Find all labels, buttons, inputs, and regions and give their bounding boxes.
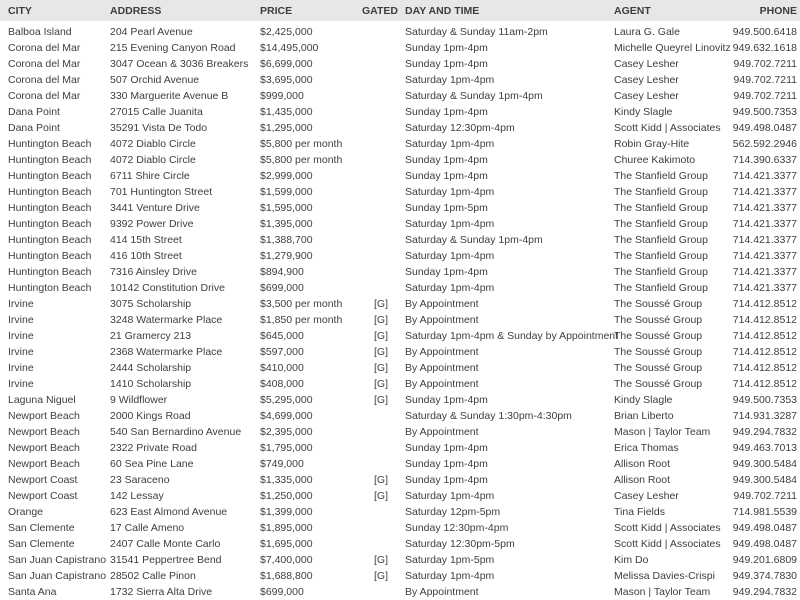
cell-city: Huntington Beach (8, 250, 92, 262)
cell-day: Saturday 12:30pm-5pm (405, 538, 515, 550)
col-header-gated: GATED (362, 0, 398, 21)
cell-city: Irvine (8, 314, 34, 326)
cell-phone: 714.421.3377 (732, 170, 797, 182)
col-header-address: ADDRESS (110, 0, 260, 21)
cell-agent: Scott Kidd | Associates (614, 122, 721, 134)
cell-city: Irvine (8, 330, 34, 342)
table-row (0, 120, 800, 136)
cell-day: Saturday 1pm-4pm (405, 490, 495, 502)
cell-phone: 949.702.7211 (733, 74, 797, 86)
cell-address: 1410 Scholarship (110, 378, 192, 390)
cell-phone: 949.702.7211 (733, 90, 797, 102)
cell-gated: [G] (373, 298, 388, 310)
cell-price: $7,400,000 (260, 554, 313, 566)
cell-agent: The Soussé Group (614, 362, 703, 374)
cell-address: 21 Gramercy 213 (110, 330, 192, 342)
cell-phone: 949.500.7353 (732, 394, 797, 406)
cell-price: $894,900 (260, 266, 304, 278)
table-row (0, 376, 800, 392)
cell-address: 27015 Calle Juanita (110, 106, 203, 118)
cell-address: 540 San Bernardino Avenue (110, 426, 242, 438)
cell-address: 2407 Calle Monte Carlo (110, 538, 221, 550)
cell-day: By Appointment (405, 298, 479, 310)
cell-day: Saturday 12:30pm-4pm (405, 122, 515, 134)
cell-day: Saturday 1pm-4pm (405, 186, 495, 198)
cell-phone: 949.300.5484 (732, 458, 797, 470)
cell-gated (362, 40, 398, 56)
cell-phone: 949.498.0487 (732, 538, 797, 550)
cell-day: Sunday 1pm-4pm (405, 394, 488, 406)
cell-city: Huntington Beach (8, 202, 92, 214)
cell-price: $1,295,000 (260, 122, 313, 134)
cell-gated: [G] (373, 474, 388, 486)
cell-phone: 949.374.7830 (732, 570, 797, 582)
cell-day: Sunday 1pm-4pm (405, 106, 488, 118)
cell-gated (362, 440, 398, 456)
cell-city: Irvine (8, 346, 34, 358)
cell-city: Balboa Island (8, 26, 72, 38)
cell-phone: 949.632.1618 (732, 42, 797, 54)
cell-phone: 714.412.8512 (732, 330, 797, 342)
cell-gated: [G] (373, 394, 388, 406)
table-row (0, 264, 800, 280)
cell-gated (362, 120, 398, 136)
cell-day: Sunday 1pm-4pm (405, 42, 488, 54)
cell-gated (362, 200, 398, 216)
table-row (0, 216, 800, 232)
table-row (0, 328, 800, 344)
cell-address: 3075 Scholarship (110, 298, 192, 310)
cell-city: Huntington Beach (8, 234, 92, 246)
cell-phone: 949.294.7832 (732, 586, 797, 598)
cell-address: 215 Evening Canyon Road (110, 42, 236, 54)
cell-address: 142 Lessay (110, 490, 164, 502)
cell-address: 9392 Power Drive (110, 218, 194, 230)
col-header-agent: AGENT (610, 0, 730, 21)
cell-day: By Appointment (405, 426, 479, 438)
cell-day: Saturday & Sunday 1pm-4pm (405, 234, 543, 246)
cell-phone: 949.294.7832 (732, 426, 797, 438)
table-row (0, 136, 800, 152)
cell-address: 2368 Watermarke Place (110, 346, 223, 358)
cell-city: San Clemente (8, 522, 75, 534)
cell-price: $14,495,000 (260, 42, 319, 54)
cell-gated (362, 216, 398, 232)
cell-gated: [G] (373, 570, 388, 582)
cell-day: Saturday 1pm-4pm (405, 570, 495, 582)
cell-price: $5,295,000 (260, 394, 313, 406)
cell-day: Saturday & Sunday 1:30pm-4:30pm (405, 410, 572, 422)
cell-agent: Scott Kidd | Associates (614, 538, 721, 550)
table-row (0, 536, 800, 552)
cell-day: By Appointment (405, 314, 479, 326)
cell-city: Huntington Beach (8, 266, 92, 278)
table-row (0, 296, 800, 312)
cell-phone: 949.498.0487 (732, 122, 797, 134)
cell-gated (362, 408, 398, 424)
cell-day: Saturday 1pm-4pm (405, 250, 495, 262)
cell-price: $699,000 (260, 282, 304, 294)
cell-price: $2,395,000 (260, 426, 313, 438)
table-row (0, 248, 800, 264)
table-row (0, 40, 800, 56)
cell-price: $999,000 (260, 90, 304, 102)
cell-agent: Casey Lesher (614, 58, 679, 70)
cell-city: Irvine (8, 378, 34, 390)
cell-day: Sunday 1pm-4pm (405, 266, 488, 278)
cell-gated (362, 21, 398, 40)
cell-agent: The Stanfield Group (614, 282, 708, 294)
cell-gated: [G] (373, 314, 388, 326)
cell-price: $2,999,000 (260, 170, 313, 182)
cell-price: $1,279,900 (260, 250, 313, 262)
cell-price: $1,595,000 (260, 202, 313, 214)
cell-day: Saturday 12pm-5pm (405, 506, 501, 518)
table-row (0, 104, 800, 120)
cell-gated (362, 56, 398, 72)
cell-agent: Kindy Slagle (614, 106, 673, 118)
table-row (0, 552, 800, 568)
cell-agent: The Soussé Group (614, 346, 703, 358)
cell-agent: Casey Lesher (614, 74, 679, 86)
cell-phone: 949.702.7211 (733, 490, 797, 502)
cell-city: Newport Beach (8, 426, 80, 438)
cell-price: $597,000 (260, 346, 304, 358)
cell-price: $1,399,000 (260, 506, 313, 518)
cell-price: $1,388,700 (260, 234, 313, 246)
cell-address: 330 Marguerite Avenue B (110, 90, 229, 102)
cell-address: 2322 Private Road (110, 442, 197, 454)
cell-city: Huntington Beach (8, 282, 92, 294)
cell-agent: Kindy Slagle (614, 394, 673, 406)
cell-day: Saturday 1pm-4pm (405, 138, 495, 150)
cell-city: Huntington Beach (8, 170, 92, 182)
cell-gated (362, 72, 398, 88)
cell-day: By Appointment (405, 346, 479, 358)
cell-agent: Mason | Taylor Team (614, 426, 711, 438)
cell-city: San Juan Capistrano (8, 570, 107, 582)
cell-address: 507 Orchid Avenue (110, 74, 200, 86)
cell-price: $1,895,000 (260, 522, 313, 534)
cell-day: Sunday 1pm-4pm (405, 442, 488, 454)
cell-phone: 714.421.3377 (732, 202, 797, 214)
cell-phone: 714.421.3377 (732, 218, 797, 230)
cell-price: $408,000 (260, 378, 304, 390)
cell-price: $1,599,000 (260, 186, 313, 198)
cell-gated (362, 152, 398, 168)
cell-city: Corona del Mar (8, 58, 81, 70)
cell-address: 17 Calle Ameno (110, 522, 185, 534)
cell-price: $410,000 (260, 362, 304, 374)
col-header-day: DAY AND TIME (398, 0, 610, 21)
cell-phone: 714.421.3377 (732, 186, 797, 198)
table-row (0, 168, 800, 184)
table-row (0, 504, 800, 520)
cell-address: 23 Saraceno (110, 474, 170, 486)
cell-address: 9 Wildflower (110, 394, 168, 406)
table-row (0, 21, 800, 40)
cell-agent: The Soussé Group (614, 298, 703, 310)
cell-phone: 562.592.2946 (732, 138, 797, 150)
cell-phone: 714.421.3377 (732, 234, 797, 246)
cell-price: $1,395,000 (260, 218, 313, 230)
cell-price: $1,250,000 (260, 490, 313, 502)
cell-phone: 714.412.8512 (732, 314, 797, 326)
cell-price: $3,500 per month (260, 298, 343, 310)
cell-phone: 949.463.7013 (732, 442, 797, 454)
cell-city: Huntington Beach (8, 138, 92, 150)
cell-phone: 714.981.5539 (732, 506, 797, 518)
cell-price: $4,699,000 (260, 410, 313, 422)
cell-agent: Kim Do (614, 554, 649, 566)
cell-city: Huntington Beach (8, 218, 92, 230)
cell-gated: [G] (373, 330, 388, 342)
cell-address: 3047 Ocean & 3036 Breakers (110, 58, 249, 70)
cell-day: Sunday 1pm-4pm (405, 154, 488, 166)
cell-day: By Appointment (405, 586, 479, 598)
cell-address: 28502 Calle Pinon (110, 570, 196, 582)
cell-city: Irvine (8, 362, 34, 374)
cell-city: Newport Coast (8, 474, 78, 486)
cell-address: 2444 Scholarship (110, 362, 192, 374)
cell-agent: Michelle Queyrel Linovitz (614, 42, 731, 54)
cell-price: $1,688,800 (260, 570, 313, 582)
table-row (0, 584, 800, 600)
cell-agent: Mason | Taylor Team (614, 586, 711, 598)
cell-agent: The Stanfield Group (614, 218, 708, 230)
cell-day: Saturday 1pm-4pm & Sunday by Appointment (405, 330, 619, 342)
cell-address: 2000 Kings Road (110, 410, 191, 422)
cell-phone: 949.201.6809 (732, 554, 797, 566)
cell-phone: 714.390.6337 (732, 154, 797, 166)
cell-address: 414 15th Street (110, 234, 182, 246)
cell-city: Newport Beach (8, 458, 80, 470)
cell-gated (362, 520, 398, 536)
cell-agent: Allison Root (614, 474, 671, 486)
cell-price: $645,000 (260, 330, 304, 342)
cell-address: 31541 Peppertree Bend (110, 554, 222, 566)
cell-phone: 949.500.6418 (732, 26, 797, 38)
cell-agent: The Stanfield Group (614, 266, 708, 278)
table-row (0, 568, 800, 584)
cell-agent: Laura G. Gale (614, 26, 680, 38)
cell-city: Huntington Beach (8, 154, 92, 166)
cell-phone: 949.702.7211 (733, 58, 797, 70)
cell-agent: Tina Fields (614, 506, 665, 518)
table-row (0, 152, 800, 168)
table-row (0, 184, 800, 200)
cell-phone: 949.498.0487 (732, 522, 797, 534)
cell-city: Corona del Mar (8, 74, 81, 86)
table-header (0, 0, 800, 21)
cell-address: 416 10th Street (110, 250, 182, 262)
cell-agent: Scott Kidd | Associates (614, 522, 721, 534)
cell-gated: [G] (373, 490, 388, 502)
cell-day: Saturday 1pm-4pm (405, 282, 495, 294)
cell-city: Corona del Mar (8, 42, 81, 54)
cell-phone: 714.421.3377 (732, 266, 797, 278)
table-row (0, 520, 800, 536)
table-row (0, 440, 800, 456)
cell-address: 1732 Sierra Alta Drive (110, 586, 213, 598)
cell-day: Sunday 12:30pm-4pm (405, 522, 509, 534)
cell-price: $5,800 per month (260, 154, 343, 166)
cell-day: Saturday 1pm-4pm (405, 74, 495, 86)
col-header-city: CITY (0, 0, 110, 21)
header-row (0, 0, 800, 21)
table-row (0, 56, 800, 72)
table-row (0, 360, 800, 376)
cell-address: 35291 Vista De Todo (110, 122, 208, 134)
cell-agent: Erica Thomas (614, 442, 679, 454)
cell-city: Newport Beach (8, 410, 80, 422)
cell-agent: Casey Lesher (614, 490, 679, 502)
table-row (0, 280, 800, 296)
cell-phone: 714.412.8512 (732, 378, 797, 390)
cell-address: 10142 Constitution Drive (110, 282, 225, 294)
cell-price: $5,800 per month (260, 138, 343, 150)
table-row (0, 312, 800, 328)
cell-day: By Appointment (405, 362, 479, 374)
cell-day: Saturday 1pm-5pm (405, 554, 495, 566)
cell-gated (362, 136, 398, 152)
cell-price: $6,699,000 (260, 58, 313, 70)
cell-gated (362, 456, 398, 472)
cell-gated (362, 248, 398, 264)
cell-agent: The Stanfield Group (614, 202, 708, 214)
cell-phone: 714.412.8512 (732, 298, 797, 310)
table-row (0, 344, 800, 360)
cell-agent: The Stanfield Group (614, 250, 708, 262)
cell-address: 623 East Almond Avenue (110, 506, 228, 518)
cell-city: Huntington Beach (8, 186, 92, 198)
cell-gated (362, 536, 398, 552)
cell-phone: 714.412.8512 (732, 346, 797, 358)
cell-agent: Casey Lesher (614, 90, 679, 102)
table-row (0, 472, 800, 488)
cell-city: Newport Beach (8, 442, 80, 454)
table-row (0, 488, 800, 504)
cell-price: $1,850 per month (260, 314, 343, 326)
table-row (0, 456, 800, 472)
cell-gated (362, 584, 398, 600)
cell-agent: Churee Kakimoto (614, 154, 696, 166)
cell-price: $1,695,000 (260, 538, 313, 550)
cell-day: Sunday 1pm-4pm (405, 170, 488, 182)
cell-city: San Clemente (8, 538, 75, 550)
cell-day: Saturday & Sunday 1pm-4pm (405, 90, 543, 102)
cell-address: 4072 Diablo Circle (110, 154, 196, 166)
cell-gated (362, 424, 398, 440)
cell-phone: 714.412.8512 (732, 362, 797, 374)
cell-city: Orange (8, 506, 44, 518)
cell-price: $3,695,000 (260, 74, 313, 86)
cell-address: 701 Huntington Street (110, 186, 213, 198)
cell-phone: 714.931.3287 (732, 410, 797, 422)
cell-price: $699,000 (260, 586, 304, 598)
cell-address: 3441 Venture Drive (110, 202, 200, 214)
cell-city: Newport Coast (8, 490, 78, 502)
table-row (0, 392, 800, 408)
cell-agent: Allison Root (614, 458, 671, 470)
table-row (0, 88, 800, 104)
cell-agent: Melissa Davies-Crispi (614, 570, 715, 582)
cell-day: Sunday 1pm-4pm (405, 58, 488, 70)
cell-gated (362, 168, 398, 184)
cell-gated: [G] (373, 362, 388, 374)
cell-address: 4072 Diablo Circle (110, 138, 196, 150)
table-row (0, 232, 800, 248)
cell-agent: The Stanfield Group (614, 234, 708, 246)
cell-gated (362, 232, 398, 248)
cell-address: 7316 Ainsley Drive (110, 266, 197, 278)
cell-phone: 949.300.5484 (732, 474, 797, 486)
cell-gated (362, 280, 398, 296)
cell-price: $2,425,000 (260, 26, 313, 38)
cell-gated (362, 184, 398, 200)
table-body (0, 21, 800, 600)
cell-gated: [G] (373, 378, 388, 390)
cell-agent: Brian Liberto (614, 410, 674, 422)
cell-phone: 714.421.3377 (732, 250, 797, 262)
table-row (0, 408, 800, 424)
cell-day: Sunday 1pm-4pm (405, 458, 488, 470)
cell-price: $1,435,000 (260, 106, 313, 118)
cell-day: By Appointment (405, 378, 479, 390)
cell-city: San Juan Capistrano (8, 554, 107, 566)
col-header-phone: PHONE (730, 0, 800, 21)
cell-price: $1,335,000 (260, 474, 313, 486)
cell-day: Saturday 1pm-4pm (405, 218, 495, 230)
cell-day: Saturday & Sunday 11am-2pm (405, 26, 548, 38)
cell-gated (362, 88, 398, 104)
cell-city: Laguna Niguel (8, 394, 76, 406)
cell-address: 60 Sea Pine Lane (110, 458, 194, 470)
cell-address: 3248 Watermarke Place (110, 314, 223, 326)
cell-address: 204 Pearl Avenue (110, 26, 193, 38)
cell-city: Irvine (8, 298, 34, 310)
cell-city: Dana Point (8, 106, 60, 118)
col-header-price: PRICE (260, 0, 362, 21)
cell-city: Santa Ana (8, 586, 57, 598)
cell-gated: [G] (373, 346, 388, 358)
cell-price: $1,795,000 (260, 442, 313, 454)
cell-city: Dana Point (8, 122, 60, 134)
cell-city: Corona del Mar (8, 90, 81, 102)
table-row (0, 200, 800, 216)
cell-agent: The Stanfield Group (614, 170, 708, 182)
cell-agent: Robin Gray-Hite (614, 138, 690, 150)
cell-agent: The Soussé Group (614, 314, 703, 326)
cell-phone: 949.500.7353 (732, 106, 797, 118)
table-row (0, 72, 800, 88)
cell-day: Sunday 1pm-4pm (405, 474, 488, 486)
cell-agent: The Soussé Group (614, 378, 703, 390)
cell-phone: 714.421.3377 (732, 282, 797, 294)
cell-day: Sunday 1pm-5pm (405, 202, 488, 214)
table-row (0, 424, 800, 440)
cell-price: $749,000 (260, 458, 304, 470)
cell-gated: [G] (373, 554, 388, 566)
cell-gated (362, 264, 398, 280)
cell-agent: The Stanfield Group (614, 186, 708, 198)
cell-agent: The Soussé Group (614, 330, 703, 342)
cell-gated (362, 104, 398, 120)
cell-address: 6711 Shire Circle (110, 170, 190, 182)
cell-gated (362, 504, 398, 520)
